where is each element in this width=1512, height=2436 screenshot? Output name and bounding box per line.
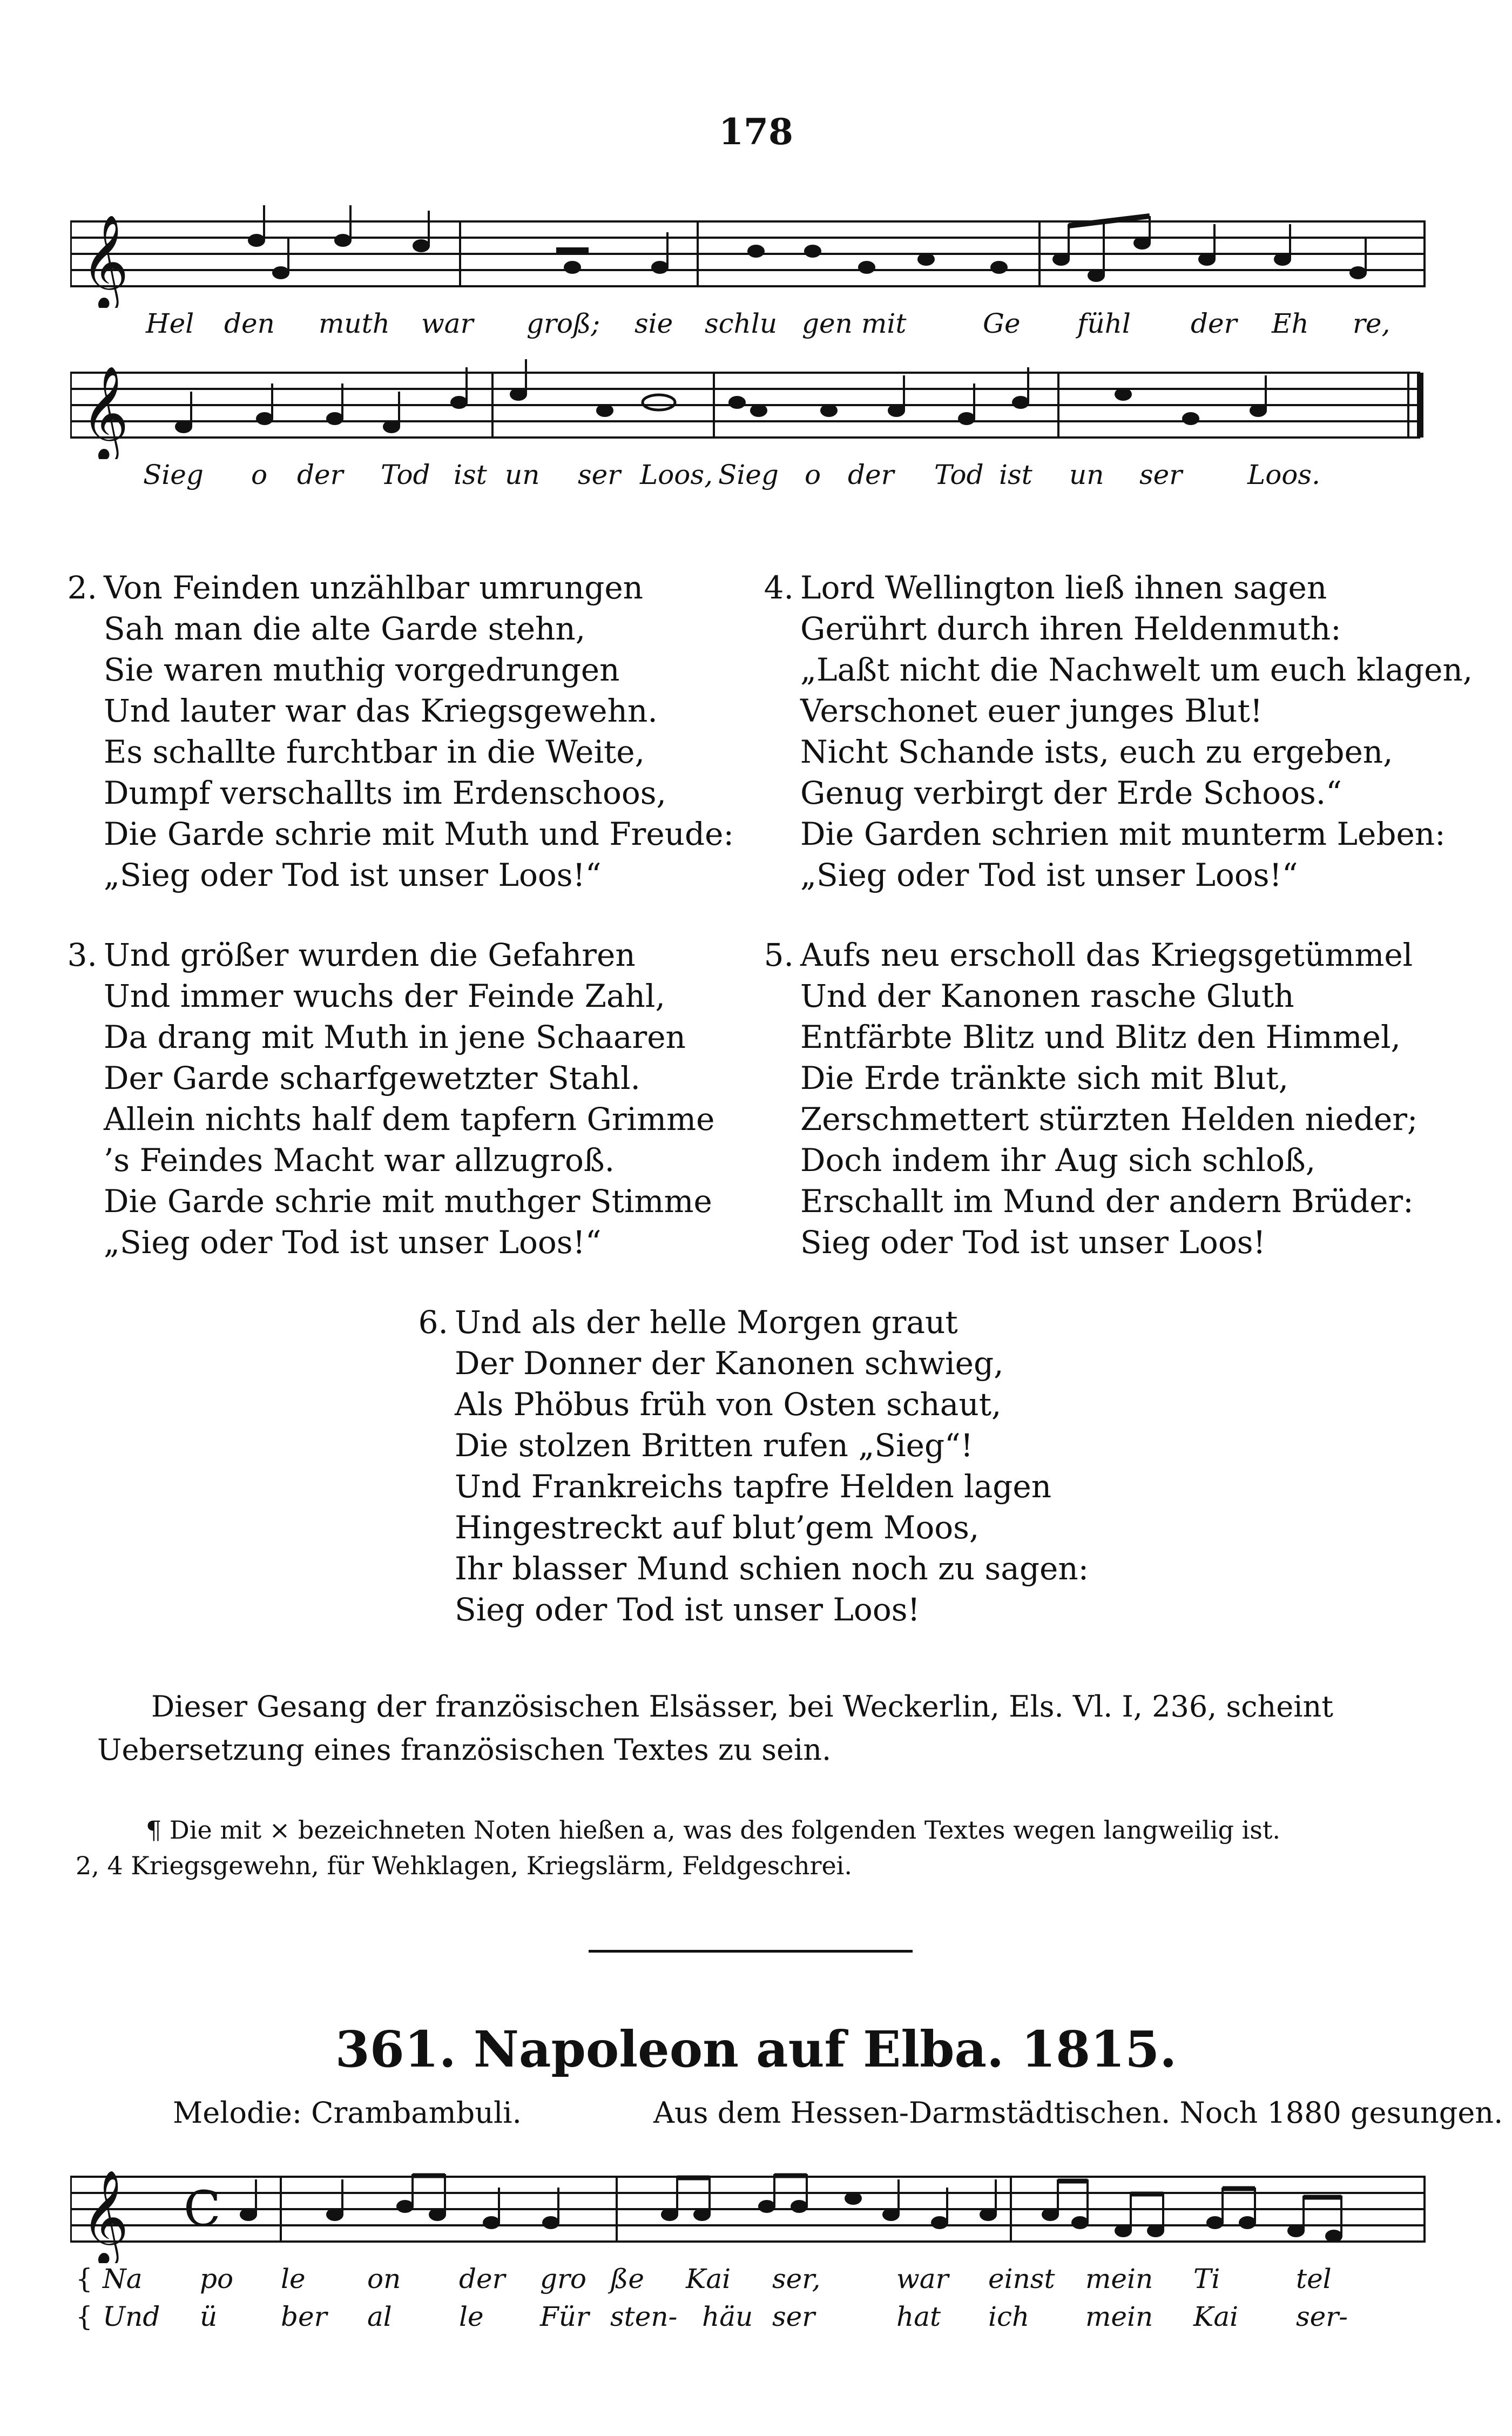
verse-line: Hingestreckt auf blut’gem Moos, bbox=[455, 1509, 980, 1546]
lyric-syllable: Loos. bbox=[1247, 459, 1320, 490]
verse-line: Erschallt im Mund der andern Brüder: bbox=[800, 1183, 1414, 1220]
verse-2 bbox=[59, 567, 734, 896]
lyric-syllable: Kai bbox=[686, 2263, 731, 2294]
lyric-syllable: ser, bbox=[772, 2263, 821, 2294]
verse-line: 5. Aufs neu erscholl das Kriegsgetümmel bbox=[756, 934, 1418, 975]
lyric-syllable: ser bbox=[772, 2301, 815, 2332]
lyric-syllable: ber bbox=[281, 2301, 327, 2332]
note-line-1: Dieser Gesang der französischen Elsässer, bei Weckerlin, Els. Vl. I, 236, scheint bbox=[151, 1690, 1333, 1724]
lyric-syllable: le bbox=[459, 2301, 484, 2332]
staff-2 bbox=[70, 351, 1426, 459]
verse-line: Sieg oder Tod ist unser Loos! bbox=[800, 1224, 1266, 1261]
lyric-syllable: einst bbox=[988, 2263, 1055, 2294]
verse-number: 5. bbox=[764, 937, 794, 973]
verse-line: 2. Von Feinden unzählbar umrungen bbox=[59, 567, 734, 608]
lyrics-line-3a bbox=[70, 2263, 1426, 2301]
lyric-syllable: ser bbox=[578, 459, 621, 490]
lyric-syllable: mein bbox=[1085, 2301, 1153, 2332]
verse-line: Genug verbirgt der Erde Schoos.“ bbox=[800, 775, 1342, 811]
melody-label: Melodie: Crambambuli. bbox=[173, 2096, 522, 2130]
verse-line: Die Garden schrien mit munterm Leben: bbox=[800, 816, 1446, 852]
lyric-syllable: mein bbox=[1085, 2263, 1153, 2294]
lyric-syllable: Kai bbox=[1193, 2301, 1239, 2332]
lyric-syllable: war bbox=[896, 2263, 949, 2294]
verse-line: Als Phöbus früh von Osten schaut, bbox=[455, 1386, 1002, 1423]
verse-number: 4. bbox=[764, 569, 794, 606]
verse-line: Und immer wuchs der Feinde Zahl, bbox=[104, 978, 665, 1014]
lyric-syllable: Tod bbox=[381, 459, 430, 490]
lyric-syllable: den bbox=[224, 308, 275, 339]
lyric-syllable: der bbox=[848, 459, 894, 490]
verse-line: Es schallte furchtbar in die Weite, bbox=[104, 734, 645, 770]
lyric-syllable: sie bbox=[634, 308, 673, 339]
svg-text:C: C bbox=[184, 2181, 221, 2237]
verse-line: Und Frankreichs tapfre Helden lagen bbox=[455, 1468, 1052, 1505]
lyric-syllable: on bbox=[367, 2263, 401, 2294]
lyric-syllable: Na bbox=[103, 2263, 143, 2294]
verse-line: Der Donner der Kanonen schwieg, bbox=[455, 1345, 1004, 1382]
lyric-syllable: häu bbox=[702, 2301, 753, 2332]
lyric-syllable: Sieg bbox=[143, 459, 204, 490]
lyric-syllable: gro bbox=[540, 2263, 587, 2294]
brace-glyph: { bbox=[76, 2263, 93, 2294]
lyric-syllable: ße bbox=[610, 2263, 644, 2294]
song-number: 361. bbox=[335, 2020, 456, 2078]
lyric-syllable: ist bbox=[454, 459, 487, 490]
verse-line: Sah man die alte Garde stehn, bbox=[104, 610, 586, 647]
lyric-syllable: o bbox=[251, 459, 268, 490]
svg-text:𝄞: 𝄞 bbox=[81, 2170, 129, 2263]
commentary-note bbox=[97, 1685, 1431, 1772]
verse-line: Und lauter war das Kriegsgewehn. bbox=[104, 692, 658, 729]
lyric-syllable: ich bbox=[988, 2301, 1030, 2332]
brace-glyph: { bbox=[76, 2301, 93, 2332]
note-line-2: Uebersetzung eines französischen Textes zu sein. bbox=[97, 1733, 832, 1767]
lyric-syllable: fühl bbox=[1077, 308, 1131, 339]
verse-line: „Sieg oder Tod ist unser Loos!“ bbox=[104, 1224, 602, 1261]
footnote-line-2: 2, 4 Kriegsgewehn, für Wehklagen, Kriegslärm, Feldgeschrei. bbox=[76, 1851, 853, 1880]
lyric-syllable: schlu bbox=[705, 308, 778, 339]
verse-line: ’s Feindes Macht war allzugroß. bbox=[104, 1142, 615, 1179]
lyric-syllable: re, bbox=[1353, 308, 1390, 339]
svg-text:𝄞: 𝄞 bbox=[81, 366, 129, 459]
lyric-syllable: Für bbox=[540, 2301, 589, 2332]
page-number: 178 bbox=[719, 111, 793, 153]
lyric-syllable: der bbox=[297, 459, 343, 490]
verse-line: Ihr blasser Mund schien noch zu sagen: bbox=[455, 1550, 1089, 1587]
music-system-3 bbox=[70, 2155, 1426, 2339]
lyric-syllable: ser- bbox=[1296, 2301, 1348, 2332]
lyric-syllable: Loos, bbox=[640, 459, 713, 490]
staff-1 bbox=[70, 200, 1426, 308]
verse-3 bbox=[59, 934, 714, 1263]
verse-line: Dumpf verschallts im Erdenschoos, bbox=[104, 775, 666, 811]
verse-line: Verschonet euer junges Blut! bbox=[800, 692, 1263, 729]
lyric-syllable: gen bbox=[802, 308, 853, 339]
lyric-syllable: Sieg bbox=[718, 459, 779, 490]
verse-line: Und der Kanonen rasche Gluth bbox=[800, 978, 1294, 1014]
verse-number: 6. bbox=[418, 1304, 448, 1341]
song-year: 1815. bbox=[1021, 2020, 1177, 2078]
source-label: Aus dem Hessen-Darmstädtischen. Noch 1880 gesungen. bbox=[653, 2096, 1503, 2130]
lyric-syllable: le bbox=[281, 2263, 306, 2294]
verse-5 bbox=[756, 934, 1418, 1263]
verse-line: Der Garde scharfgewetzter Stahl. bbox=[104, 1060, 640, 1096]
song-heading bbox=[0, 2020, 1512, 2078]
lyric-syllable: war bbox=[421, 308, 474, 339]
staff-2-notation bbox=[70, 351, 1426, 459]
lyrics-line-1 bbox=[70, 308, 1426, 356]
lyric-syllable: Und bbox=[103, 2301, 160, 2332]
verse-line: Sieg oder Tod ist unser Loos! bbox=[455, 1591, 920, 1628]
verse-line: Gerührt durch ihren Heldenmuth: bbox=[800, 610, 1341, 647]
music-system-1 bbox=[70, 200, 1426, 356]
staff-3 bbox=[70, 2155, 1426, 2263]
lyric-syllable: ist bbox=[999, 459, 1032, 490]
lyric-syllable: Ti bbox=[1193, 2263, 1220, 2294]
lyric-syllable: Tod bbox=[934, 459, 984, 490]
lyric-syllable: der bbox=[1191, 308, 1237, 339]
section-divider bbox=[589, 1950, 913, 1953]
verse-6 bbox=[410, 1302, 1089, 1630]
verse-line: 4. Lord Wellington ließ ihnen sagen bbox=[756, 567, 1473, 608]
verse-line: Allein nichts half dem tapfern Grimme bbox=[104, 1101, 715, 1138]
lyric-syllable: mit bbox=[861, 308, 907, 339]
verse-4 bbox=[756, 567, 1473, 896]
verse-line: Doch indem ihr Aug sich schloß, bbox=[800, 1142, 1316, 1179]
verse-line: Sie waren muthig vorgedrungen bbox=[104, 651, 620, 688]
verse-line: Zerschmettert stürzten Helden nieder; bbox=[800, 1101, 1418, 1138]
lyric-syllable: sten- bbox=[610, 2301, 678, 2332]
lyric-syllable: po bbox=[200, 2263, 234, 2294]
lyric-syllable: Hel bbox=[146, 308, 194, 339]
footnote-line-1: ¶ Die mit × bezeichneten Noten hießen a, was des folgenden Textes wegen langweilig ist. bbox=[146, 1815, 1281, 1845]
lyric-syllable: un bbox=[505, 459, 540, 490]
verse-line: Die Garde schrie mit Muth und Freude: bbox=[104, 816, 734, 852]
verse-number: 3. bbox=[67, 937, 97, 973]
lyrics-line-2 bbox=[70, 459, 1426, 508]
lyric-syllable: muth bbox=[319, 308, 390, 339]
lyric-syllable: tel bbox=[1296, 2263, 1332, 2294]
lyric-syllable: Ge bbox=[983, 308, 1021, 339]
lyric-syllable: o bbox=[805, 459, 821, 490]
verse-line: 3. Und größer wurden die Gefahren bbox=[59, 934, 714, 975]
lyric-syllable: Eh bbox=[1272, 308, 1309, 339]
lyric-syllable: groß; bbox=[526, 308, 600, 339]
verse-line: „Sieg oder Tod ist unser Loos!“ bbox=[800, 857, 1298, 893]
verse-line: Entfärbte Blitz und Blitz den Himmel, bbox=[800, 1019, 1401, 1055]
lyric-syllable: ü bbox=[200, 2301, 218, 2332]
lyric-syllable: al bbox=[367, 2301, 392, 2332]
verse-line: Da drang mit Muth in jene Schaaren bbox=[104, 1019, 686, 1055]
lyric-syllable: ser bbox=[1139, 459, 1183, 490]
lyrics-line-3b bbox=[70, 2301, 1426, 2339]
verse-line: 6. Und als der helle Morgen graut bbox=[410, 1302, 1089, 1343]
verse-line: Die stolzen Britten rufen „Sieg“! bbox=[455, 1427, 974, 1464]
song-title: Napoleon auf Elba. bbox=[473, 2020, 1004, 2078]
svg-text:𝄞: 𝄞 bbox=[81, 214, 129, 308]
staff-1-notation bbox=[70, 200, 1426, 308]
verse-line: „Sieg oder Tod ist unser Loos!“ bbox=[104, 857, 602, 893]
verse-line: Die Erde tränkte sich mit Blut, bbox=[800, 1060, 1289, 1096]
verse-line: „Laßt nicht die Nachwelt um euch klagen, bbox=[800, 651, 1473, 688]
verse-line: Nicht Schande ists, euch zu ergeben, bbox=[800, 734, 1393, 770]
staff-3-notation bbox=[70, 2155, 1426, 2263]
lyric-syllable: un bbox=[1069, 459, 1104, 490]
music-system-2 bbox=[70, 351, 1426, 508]
lyric-syllable: hat bbox=[896, 2301, 941, 2332]
verse-number: 2. bbox=[67, 569, 97, 606]
footnote bbox=[76, 1812, 1436, 1883]
verse-line: Die Garde schrie mit muthger Stimme bbox=[104, 1183, 712, 1220]
lyric-syllable: der bbox=[459, 2263, 505, 2294]
